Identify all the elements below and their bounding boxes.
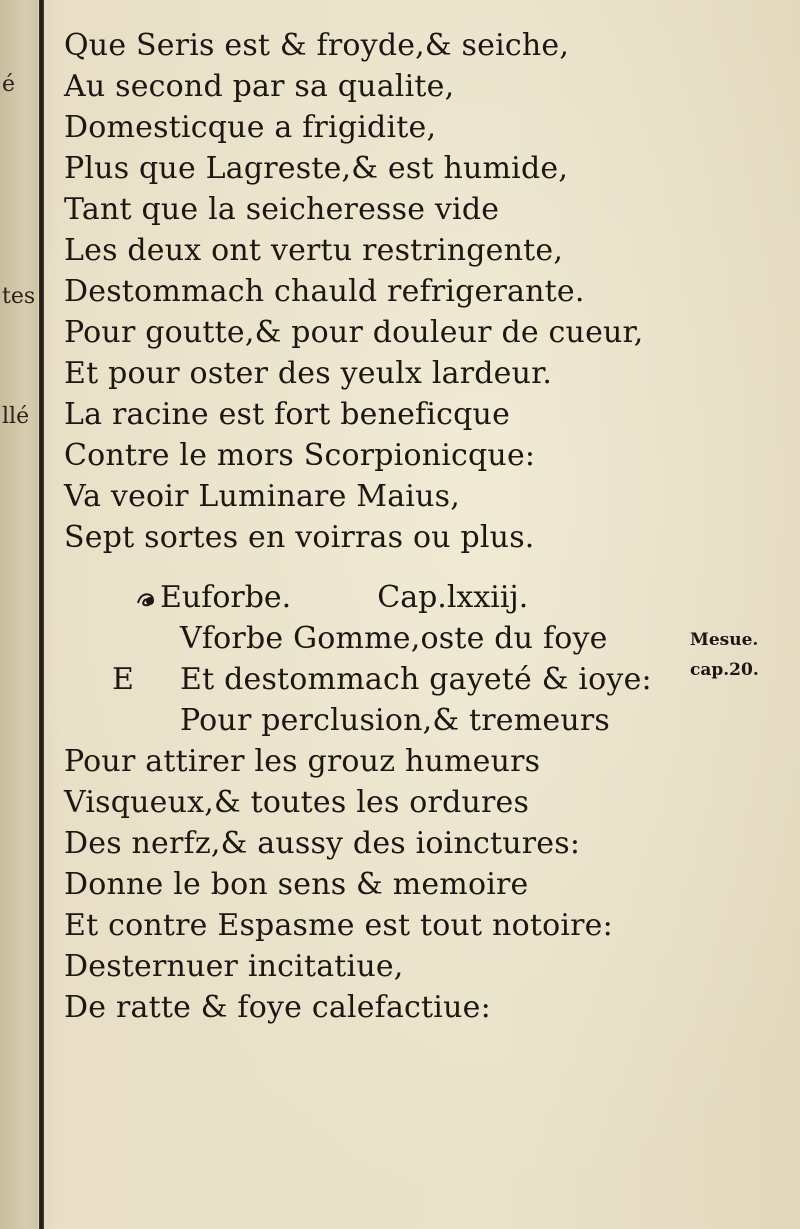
fleuron-ornament-icon [136,589,156,609]
verse-line: Pour perclusion,& tremeurs [180,703,611,738]
verse-line: Des nerfz,& aussy des ioinctures: [64,826,581,861]
verse-line: Donne le bon sens & memoire [64,867,529,902]
verse-line: Desternuer incitatiue, [64,949,404,984]
chapter-number: Cap.lxxiij. [377,580,529,615]
verse-line: Domesticque a frigidite, [64,110,437,145]
verse-line: Plus que Lagreste,& est humide, [64,151,569,186]
verse-line: Destommach chauld refrigerante. [64,274,585,309]
verse-line: Tant que la seicheresse vide [64,192,500,227]
previous-page-fragment: llé [2,404,30,429]
verse-line: La racine est fort beneficque [64,397,511,432]
verse-line: Et pour oster des yeulx lardeur. [64,356,553,391]
verse-line: Que Seris est & froyde,& seiche, [64,28,570,63]
previous-page-edge [0,0,38,1229]
verse-line: Les deux ont vertu restringente, [64,233,564,268]
verse-line: Sept sortes en voirras ou plus. [64,520,535,555]
verse-line: Et contre Espasme est tout notoire: [64,908,613,943]
verse-line: Pour goutte,& pour douleur de cueur, [64,315,644,350]
verse-line: De ratte & foye calefactiue: [64,990,491,1025]
verse-line: Au second par sa qualite, [64,69,455,104]
verse-line: Contre le mors Scorpionicque: [64,438,536,473]
verse-line: Et destommach gayeté & ioye: [180,662,652,697]
book-gutter [39,0,44,1229]
previous-page-fragment: é [2,72,16,97]
section-heading [136,578,528,618]
section-title: Euforbe. [160,580,292,615]
margin-note-source: Mesue. [690,630,759,650]
verse-line: Vforbe Gomme,oste du foye [180,621,608,656]
verse-line: Va veoir Luminare Maius, [64,479,460,514]
verse-line: Visqueux,& toutes les ordures [64,785,530,820]
initial-letter: E [112,662,134,697]
verse-line: Pour attirer les grouz humeurs [64,744,541,779]
margin-note-chapter: cap.20. [690,660,759,680]
previous-page-fragment: tes [2,284,36,309]
